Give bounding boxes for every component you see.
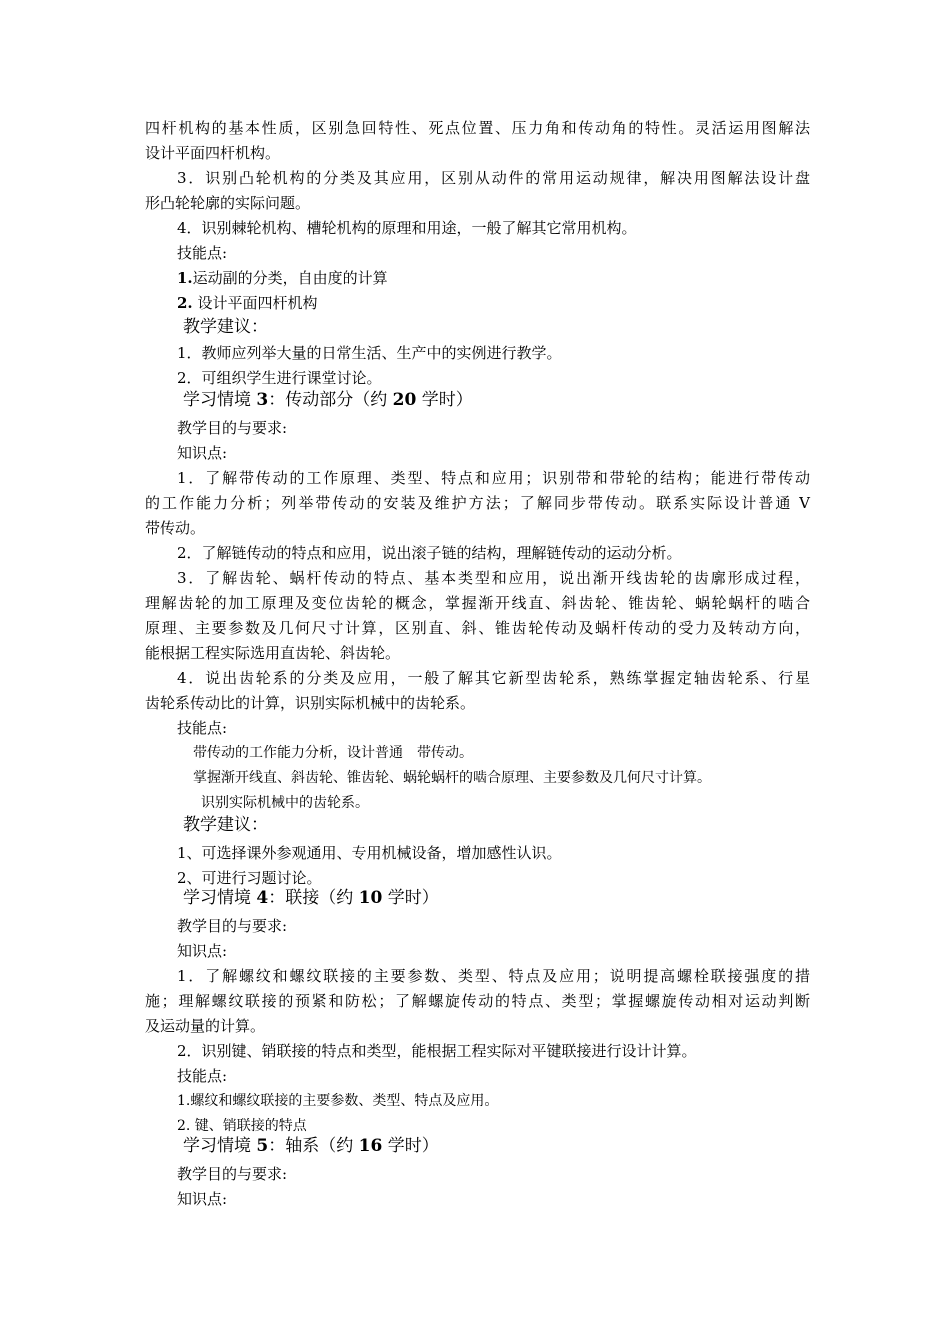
objectives-label: 教学目的与要求: xyxy=(177,419,288,437)
list-item: 2、可进行习题讨论。 xyxy=(177,869,322,887)
knowledge-points-label: 知识点: xyxy=(177,942,228,960)
paragraph-line: 原理、主要参数及几何尺寸计算，区别直、斜、锥齿轮传动及蜗杆传动的受力及转动方向， xyxy=(145,619,810,637)
paragraph-line: 理解齿轮的加工原理及变位齿轮的概念，掌握渐开线直、斜齿轮、锥齿轮、蜗轮蜗杆的啮合 xyxy=(145,594,810,612)
paragraph-line: 的工作能力分析；列举带传动的安装及维护方法；了解同步带传动。联系实际设计普通 V xyxy=(145,494,810,512)
knowledge-points-label: 知识点: xyxy=(177,444,228,462)
section-heading: 学习情境 5：轴系（约 16 学时） xyxy=(183,1136,439,1156)
paragraph-line: 形凸轮轮廓的实际问题。 xyxy=(145,194,311,212)
skill-item: 识别实际机械中的齿轮系。 xyxy=(201,795,369,811)
section-heading: 学习情境 3：传动部分（约 20 学时） xyxy=(183,390,473,410)
paragraph-line: 能根据工程实际选用直齿轮、斜齿轮。 xyxy=(145,644,401,662)
objectives-label: 教学目的与要求: xyxy=(177,917,288,935)
paragraph-line: 3．了解齿轮、蜗杆传动的特点、基本类型和应用，说出渐开线齿轮的齿廓形成过程， xyxy=(177,569,810,587)
teaching-advice-heading: 教学建议： xyxy=(183,317,268,337)
list-text: 运动副的分类，自由度的计算 xyxy=(192,269,388,287)
list-item xyxy=(177,268,842,288)
list-number: 1. xyxy=(177,269,193,287)
skill-points-label: 技能点: xyxy=(177,244,228,262)
paragraph-line: 1．了解带传动的工作原理、类型、特点和应用；识别带和带轮的结构；能进行带传动 xyxy=(177,469,810,487)
skill-item: 1.螺纹和螺纹联接的主要参数、类型、特点及应用。 xyxy=(177,1093,499,1109)
list-number: 2. xyxy=(177,294,193,312)
list-item xyxy=(177,293,842,313)
paragraph-line: 2．了解链传动的特点和应用，说出滚子链的结构，理解链传动的运动分析。 xyxy=(177,544,682,562)
skill-item: 2. 键、销联接的特点 xyxy=(177,1118,307,1134)
skill-item: 掌握渐开线直、斜齿轮、锥齿轮、蜗轮蜗杆的啮合原理、主要参数及几何尺寸计算。 xyxy=(193,770,711,786)
list-item: 1．教师应列举大量的日常生活、生产中的实例进行教学。 xyxy=(177,344,562,362)
objectives-label: 教学目的与要求: xyxy=(177,1165,288,1183)
list-item: 1、可选择课外参观通用、专用机械设备，增加感性认识。 xyxy=(177,844,562,862)
paragraph-line: 设计平面四杆机构。 xyxy=(145,144,281,162)
list-text: 设计平面四杆机构 xyxy=(192,294,318,312)
list-item: 2．可组织学生进行课堂讨论。 xyxy=(177,369,382,387)
section-heading: 学习情境 4：联接（约 10 学时） xyxy=(183,888,439,908)
skill-item: 带传动的工作能力分析，设计普通 带传动。 xyxy=(193,745,473,761)
paragraph-line: 1．了解螺纹和螺纹联接的主要参数、类型、特点及应用；说明提高螺栓联接强度的措 xyxy=(177,967,810,985)
skill-points-label: 技能点: xyxy=(177,1067,228,1085)
paragraph-line: 四杆机构的基本性质，区别急回特性、死点位置、压力角和传动角的特性。灵活运用图解法 xyxy=(145,119,810,137)
paragraph-line: 4．识别棘轮机构、槽轮机构的原理和用途，一般了解其它常用机构。 xyxy=(177,219,637,237)
knowledge-points-label: 知识点: xyxy=(177,1190,228,1208)
skill-points-label: 技能点: xyxy=(177,719,228,737)
paragraph-line: 4．说出齿轮系的分类及应用，一般了解其它新型齿轮系，熟练掌握定轴齿轮系、行星 xyxy=(177,669,810,687)
paragraph-line: 齿轮系传动比的计算，识别实际机械中的齿轮系。 xyxy=(145,694,476,712)
teaching-advice-heading: 教学建议： xyxy=(183,815,268,835)
paragraph-line: 带传动。 xyxy=(145,519,206,537)
paragraph-line: 2．识别键、销联接的特点和类型，能根据工程实际对平键联接进行设计计算。 xyxy=(177,1042,697,1060)
paragraph-line: 3．识别凸轮机构的分类及其应用，区别从动件的常用运动规律，解决用图解法设计盘 xyxy=(177,169,810,187)
paragraph-line: 及运动量的计算。 xyxy=(145,1017,266,1035)
paragraph-line: 施；理解螺纹联接的预紧和防松；了解螺旋传动的特点、类型；掌握螺旋传动相对运动判断 xyxy=(145,992,810,1010)
